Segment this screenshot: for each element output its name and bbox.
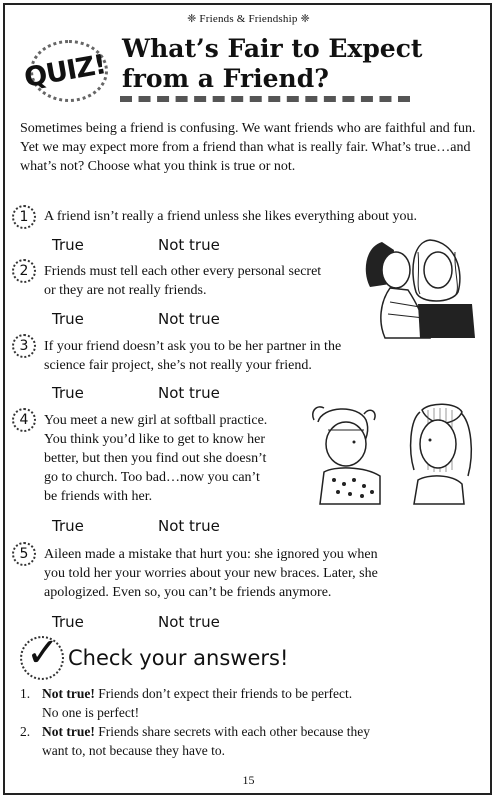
question-4-true[interactable]: True: [52, 517, 84, 535]
question-line: science fair project, she’s not really your friend.: [44, 358, 312, 373]
question-5-text: [44, 545, 484, 602]
quiz-badge: [20, 40, 118, 106]
question-line: you told her your worries about your new braces. Later, she: [44, 566, 378, 581]
answer-number: 2.: [20, 724, 31, 739]
answer-text: Friends share secrets with each other because they: [94, 724, 371, 739]
answer-item-1: [20, 684, 480, 722]
question-5-number: 5: [12, 542, 36, 566]
question-1-not-true[interactable]: Not true: [158, 236, 220, 254]
question-5-true[interactable]: True: [52, 613, 84, 631]
question-1-text: [44, 207, 484, 226]
page-title: [122, 34, 482, 94]
answer-number: 1.: [20, 686, 31, 701]
question-line: Friends must tell each other every personal secret: [44, 264, 322, 279]
question-5-not-true[interactable]: Not true: [158, 613, 220, 631]
answer-text: Friends don’t expect their friends to be perfect.: [94, 686, 353, 701]
question-4-not-true[interactable]: Not true: [158, 517, 220, 535]
girls-meeting-illustration: [310, 400, 482, 506]
question-line: go to church. Too bad…now you can’t: [44, 470, 260, 485]
question-line: You think you’d like to get to know her: [44, 432, 266, 447]
girls-whispering-illustration: [360, 232, 480, 342]
question-1-true[interactable]: True: [52, 236, 84, 254]
question-3-true[interactable]: True: [52, 384, 84, 402]
title-line-1: What’s Fair to Expect: [122, 34, 423, 63]
question-3-text: [44, 337, 484, 375]
answer-list: [20, 684, 480, 760]
question-line: or they are not really friends.: [44, 283, 207, 298]
question-2-text: [44, 262, 374, 300]
question-3-number: 3: [12, 334, 36, 358]
question-line: Aileen made a mistake that hurt you: she ignored you when: [44, 547, 378, 562]
question-1-number: 1: [12, 205, 36, 229]
page-number: 15: [242, 773, 255, 787]
checkmark-icon: ✓: [26, 630, 60, 676]
question-line: If your friend doesn’t ask you to be her partner in the: [44, 339, 342, 354]
question-3-not-true[interactable]: Not true: [158, 384, 220, 402]
section-header: ❈ Friends & Friendship ❈: [187, 13, 310, 25]
question-2-not-true[interactable]: Not true: [158, 310, 220, 328]
question-line: be friends with her.: [44, 489, 153, 504]
question-line: You meet a new girl at softball practice.: [44, 413, 268, 428]
answer-item-2: [20, 722, 480, 760]
quiz-badge-label: QUIZ!: [21, 49, 108, 94]
question-line: better, but then you find out she doesn’t: [44, 451, 267, 466]
question-2-number: 2: [12, 259, 36, 283]
answer-text-continued: No one is perfect!: [42, 705, 140, 720]
title-underline: [120, 96, 410, 108]
check-answers-heading: Check your answers!: [68, 646, 289, 670]
question-4-text: [44, 411, 314, 506]
question-line: A friend isn’t really a friend unless she likes everything about you.: [44, 209, 417, 224]
question-line: apologized. Even so, you can’t be friends anymore.: [44, 585, 332, 600]
intro-paragraph: Sometimes being a friend is confusing. We want friends who are faithful and fun. Yet we may expect more from a friend than what is really fair. What’s true…and what’s not? Choose what you think is true or not.: [20, 121, 476, 174]
answer-verdict: Not true!: [42, 724, 95, 739]
answer-verdict: Not true!: [42, 686, 95, 701]
question-2-true[interactable]: True: [52, 310, 84, 328]
title-line-2: from a Friend?: [122, 64, 329, 93]
answer-text-continued: want to, not because they have to.: [42, 743, 225, 758]
question-4-number: 4: [12, 408, 36, 432]
